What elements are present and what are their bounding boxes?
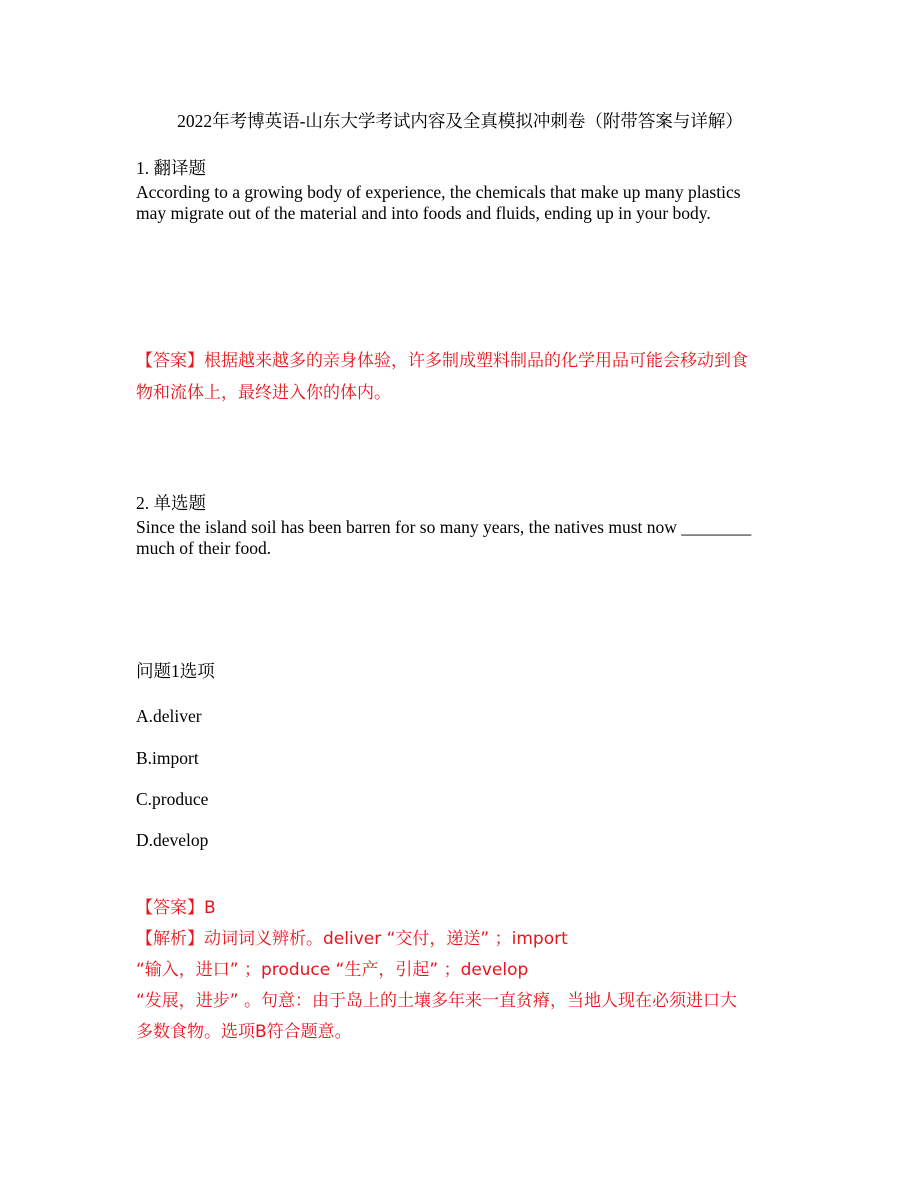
question-2-text-line-1: Since the island soil has been barren for so many years, the natives must now ________ — [136, 517, 752, 537]
option-b: B.import — [136, 748, 199, 768]
question-2-analysis-line-4: 多数食物。选项B符合题意。 — [136, 1022, 352, 1042]
question-2-text-line-2: much of their food. — [136, 538, 272, 558]
question-2-answer: 【答案】B — [136, 898, 216, 918]
option-d: D.develop — [136, 830, 209, 850]
question-1-text-line-2: may migrate out of the material and into foods and fluids, ending up in your body. — [136, 203, 711, 223]
option-c: C.produce — [136, 789, 209, 809]
question-2-heading: 2. 单选题 — [136, 493, 206, 513]
question-2-analysis-line-3: “发展，进步” 。句意：由于岛上的土壤多年来一直贫瘠，当地人现在必须进口大 — [136, 991, 738, 1011]
question-1-text-line-1: According to a growing body of experience, the chemicals that make up many plastics — [136, 182, 741, 202]
question-2-analysis-line-2: “输入，进口” ；produce “生产，引起” ；develop — [136, 960, 529, 980]
option-a: A.deliver — [136, 706, 202, 726]
question-2-analysis-line-1: 【解析】动词词义辨析。deliver “交付，递送” ；import — [136, 929, 568, 949]
document-title: 2022年考博英语-山东大学考试内容及全真模拟冲刺卷（附带答案与详解） — [177, 111, 743, 131]
question-1-answer-line-2: 物和流体上，最终进入你的体内。 — [136, 383, 391, 403]
options-label: 问题1选项 — [136, 661, 215, 681]
question-1-answer-line-1: 【答案】根据越来越多的亲身体验，许多制成塑料制品的化学用品可能会移动到食 — [136, 351, 748, 371]
question-1-heading: 1. 翻译题 — [136, 158, 206, 178]
